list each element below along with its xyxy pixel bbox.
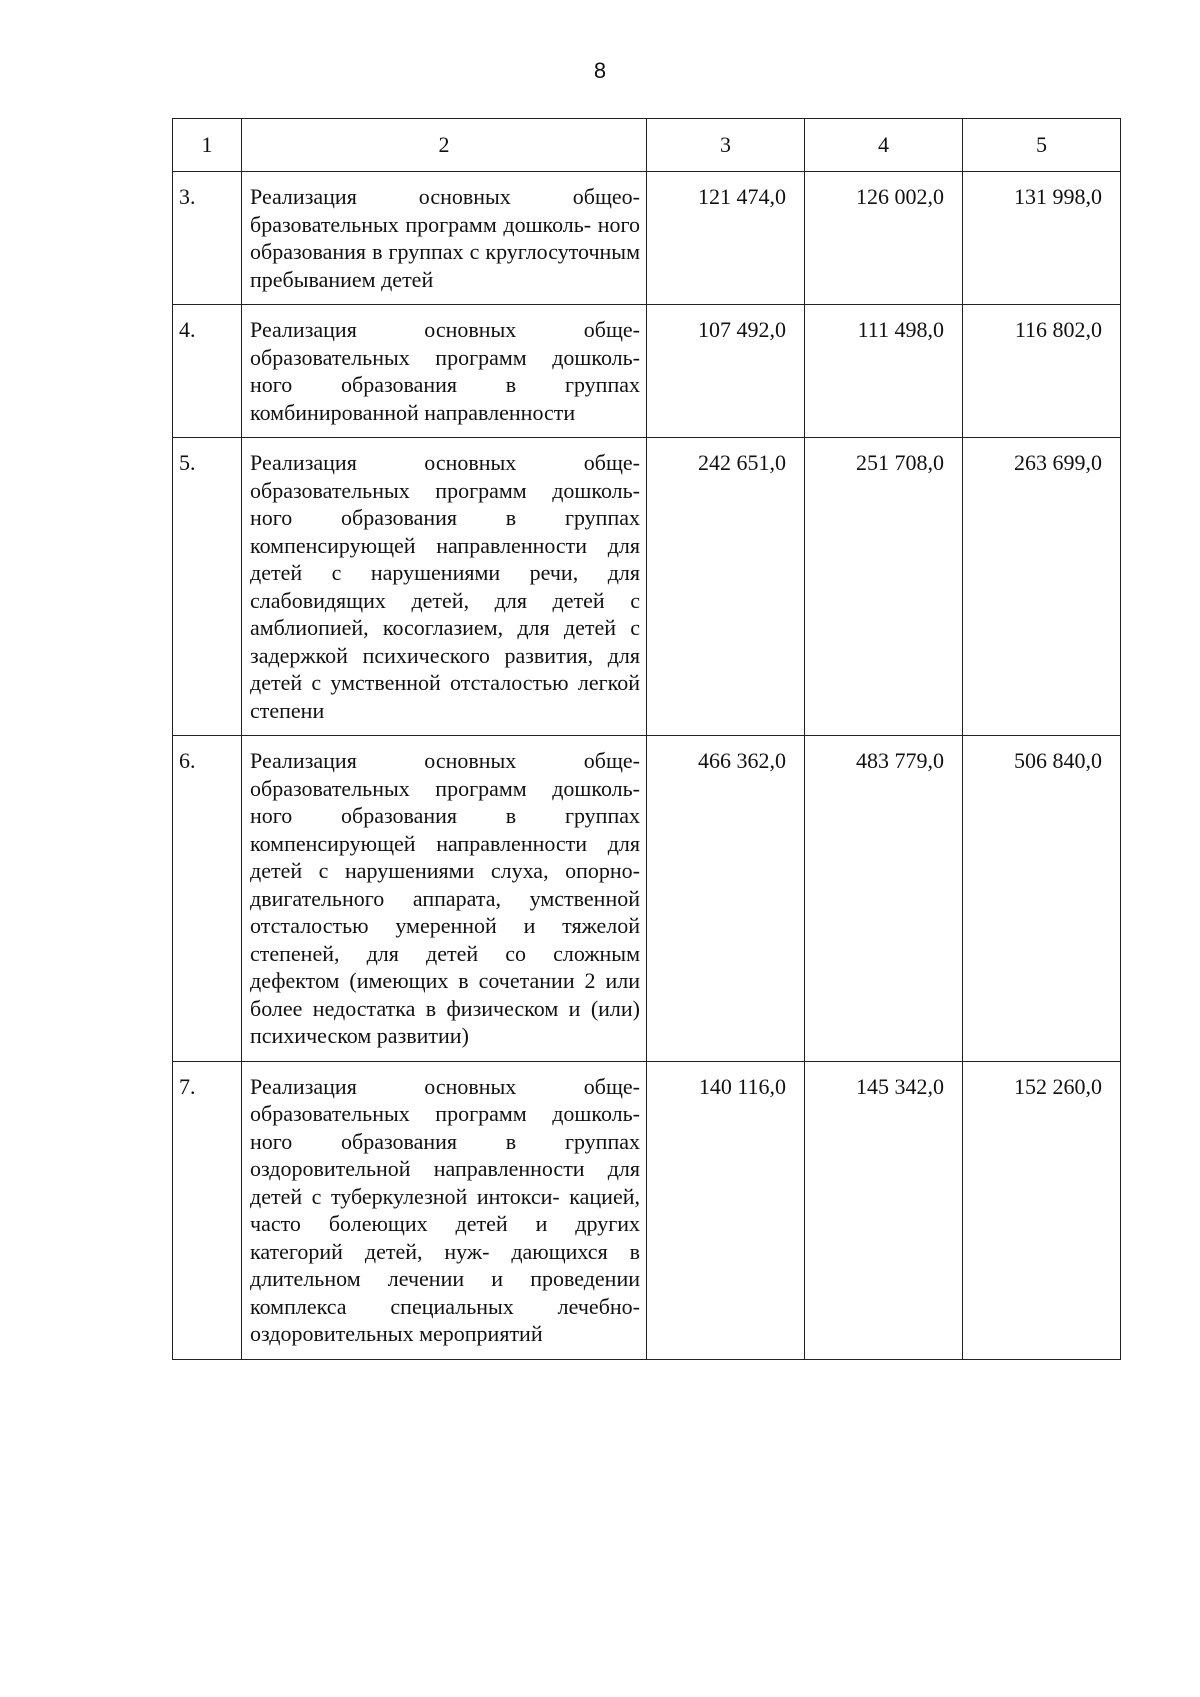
row-value-4: 145 342,0 bbox=[805, 1061, 963, 1359]
page-number: 8 bbox=[593, 58, 607, 83]
table-row bbox=[173, 1061, 1121, 1359]
row-value-4: 483 779,0 bbox=[805, 736, 963, 1062]
row-description: Реализация основных обще- образовательных программ дошколь- ного образования в группах компенсирующей направленности для детей с нарушениями слуха, опорно-двигательного аппарата, умственной отсталостью умеренной и тяжелой степеней, для детей со сложным дефектом (имеющих в сочетании 2 или более недостатка в физическом и (или) психическом развитии) bbox=[242, 736, 647, 1062]
column-header-5: 5 bbox=[963, 119, 1121, 172]
table-row bbox=[173, 172, 1121, 305]
row-value-5: 116 802,0 bbox=[963, 305, 1121, 438]
row-number: 3. bbox=[173, 172, 242, 305]
row-value-5: 263 699,0 bbox=[963, 438, 1121, 736]
row-description: Реализация основных общео- бразовательных программ дошколь- ного образования в группах с круглосуточным пребыванием детей bbox=[242, 172, 647, 305]
table-header-row bbox=[173, 119, 1121, 172]
table-row bbox=[173, 305, 1121, 438]
row-description: Реализация основных обще- образовательных программ дошколь- ного образования в группах компенсирующей направленности для детей с нарушениями речи, для слабовидящих детей, для детей с амблиопией, косоглазием, для детей с задержкой психического развития, для детей с умственной отсталостью легкой степени bbox=[242, 438, 647, 736]
row-value-4: 126 002,0 bbox=[805, 172, 963, 305]
row-value-5: 152 260,0 bbox=[963, 1061, 1121, 1359]
row-value-4: 111 498,0 bbox=[805, 305, 963, 438]
row-value-3: 121 474,0 bbox=[647, 172, 805, 305]
row-value-3: 466 362,0 bbox=[647, 736, 805, 1062]
row-value-3: 140 116,0 bbox=[647, 1061, 805, 1359]
row-number: 7. bbox=[173, 1061, 242, 1359]
column-header-4: 4 bbox=[805, 119, 963, 172]
table-row bbox=[173, 736, 1121, 1062]
column-header-3: 3 bbox=[647, 119, 805, 172]
column-header-2: 2 bbox=[242, 119, 647, 172]
data-table bbox=[172, 118, 1121, 1360]
row-number: 6. bbox=[173, 736, 242, 1062]
row-value-3: 107 492,0 bbox=[647, 305, 805, 438]
row-value-4: 251 708,0 bbox=[805, 438, 963, 736]
table-row bbox=[173, 438, 1121, 736]
row-description: Реализация основных обще- образовательных программ дошколь- ного образования в группах оздоровительной направленности для детей с туберкулезной интокси- кацией, часто болеющих детей и других категорий детей, нуж- дающихся в длительном лечении и проведении комплекса специальных лечебно-оздоровительных мероприятий bbox=[242, 1061, 647, 1359]
column-header-1: 1 bbox=[173, 119, 242, 172]
row-number: 5. bbox=[173, 438, 242, 736]
row-value-5: 131 998,0 bbox=[963, 172, 1121, 305]
row-value-3: 242 651,0 bbox=[647, 438, 805, 736]
row-value-5: 506 840,0 bbox=[963, 736, 1121, 1062]
row-description: Реализация основных обще- образовательных программ дошколь- ного образования в группах комбинированной направленности bbox=[242, 305, 647, 438]
row-number: 4. bbox=[173, 305, 242, 438]
